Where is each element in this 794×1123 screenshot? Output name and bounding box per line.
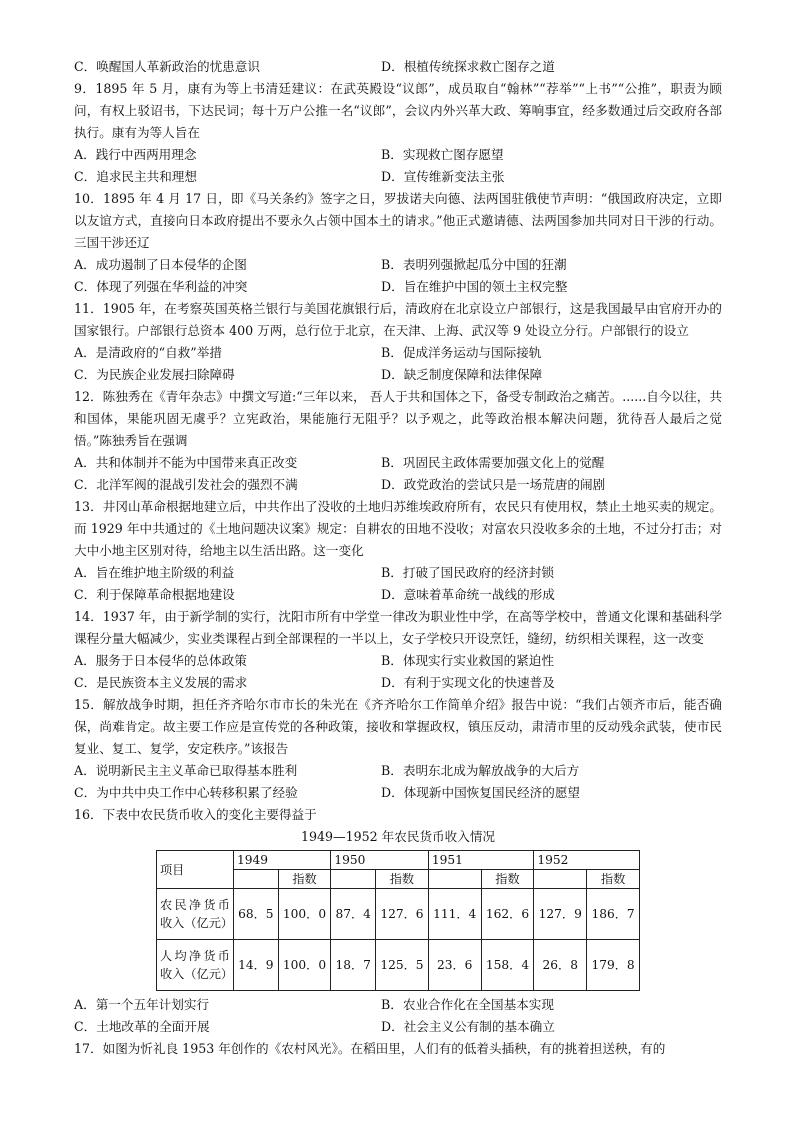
q13-option-a: A．旨在维护地主阶级的利益	[74, 565, 235, 580]
header-index: 指数	[376, 870, 429, 889]
income-table	[156, 850, 640, 991]
q15-option-c: C．为中共中央工作中心转移积累了经验	[74, 785, 298, 800]
q9-option-b: B．实现救亡图存愿望	[381, 147, 504, 162]
q12-option-d: D．政党政治的尝试只是一场荒唐的闹剧	[381, 477, 606, 492]
header-year-1950: 1950	[331, 851, 428, 870]
q14-option-b: B．体现实行实业救国的紧迫性	[381, 653, 554, 668]
table-cell: 186．7	[587, 889, 640, 940]
q14-option-c: C．是民族资本主义发展的需求	[74, 675, 248, 690]
table-cell: 87．4	[331, 889, 376, 940]
q13-stem: 13．井冈山革命根据地建立后，中共作出了没收的土地归苏维埃政府所有，农民只有使用权，禁止土地买卖的规定。而 1929 年中共通过的《土地问题决议案》规定：自耕农的田地不没收；对富农只没收多余的土地，不过分打击；对大中小地主区别对待，给地主以生活出路。这一变化	[74, 499, 722, 558]
q17-stem: 17．如图为忻礼良 1953 年创作的《农村风光》。在稻田里，人们有的低着头插秧，有的挑着担送秧，有的	[74, 1041, 666, 1056]
q10-option-a: A．成功遏制了日本侵华的企图	[74, 257, 247, 272]
q10-stem: 10．1895 年 4 月 17 日，即《马关条约》签字之日，罗拔诺夫向德、法两国驻俄使节声明：“俄国政府决定，立即以友谊方式，直接向日本政府提出不要永久占领中国本土的请求。”他正式邀请德、法两国参加共同对日干涉的行动。三国干涉还辽	[74, 191, 722, 250]
table-row	[157, 889, 640, 940]
q16-option-a: A．第一个五年计划实行	[74, 997, 210, 1012]
header-index: 指数	[278, 870, 331, 889]
q15-option-b: B．表明东北成为解放战争的大后方	[381, 763, 580, 778]
q16-table-title: 1949—1952 年农民货币收入情况	[300, 829, 496, 844]
q14-option-d: D．有利于实现文化的快速普及	[381, 675, 555, 690]
question-16	[74, 804, 722, 1038]
header-year-1952: 1952	[534, 851, 640, 870]
question-10	[74, 188, 722, 298]
table-cell: 18．7	[331, 940, 376, 991]
header-year-1949: 1949	[234, 851, 331, 870]
table-row	[157, 940, 640, 991]
header-year-1951: 1951	[428, 851, 534, 870]
q9-option-a: A．践行中西两用理念	[74, 147, 197, 162]
question-15	[74, 694, 722, 804]
table-header-years	[157, 851, 640, 870]
q13-option-c: C．利于保障革命根据地建设	[74, 587, 235, 602]
q16-option-b: B．农业合作化在全国基本实现	[381, 997, 554, 1012]
table-cell: 100．0	[278, 889, 331, 940]
table-cell: 162．6	[481, 889, 534, 940]
header-item: 项目	[157, 851, 234, 889]
q12-option-c: C．北洋军阀的混战引发社会的强烈不满	[74, 477, 298, 492]
exam-page	[74, 56, 722, 1060]
q16-option-d: D．社会主义公有制的基本确立	[381, 1019, 555, 1034]
q10-option-b: B．表明列强掀起瓜分中国的狂潮	[381, 257, 567, 272]
q16-option-c: C．土地改革的全面开展	[74, 1019, 210, 1034]
q13-option-b: B．打破了国民政府的经济封锁	[381, 565, 554, 580]
q12-stem: 12．陈独秀在《青年杂志》中撰文写道:“三年以来， 吾人于共和国体之下，备受专制政治之痛苦。......自今以往，共和国体，果能巩固无虞乎？立宪政治，果能施行无阻乎？以予观之，此等政治根本解决问题，犹待吾人最后之觉悟。”陈独秀旨在强调	[74, 389, 722, 448]
header-index: 指数	[481, 870, 534, 889]
q8-options-row	[74, 56, 722, 78]
table-cell: 23．6	[428, 940, 481, 991]
q16-stem: 16．下表中农民货币收入的变化主要得益于	[74, 807, 317, 822]
q9-stem: 9．1895 年 5 月，康有为等上书清廷建议：在武英殿设“议郎”，成员取自“翰林”“荐举”“上书”“公推”，职责为顾问，有权上驳诏书，下达民词；每十万户公推一名“议郎”，会议内外兴革大政、筹响事宜，经多数通过后交政府各部执行。康有为等人旨在	[74, 81, 722, 140]
table-cell: 14．9	[234, 940, 279, 991]
question-12	[74, 386, 722, 496]
table-cell: 158．4	[481, 940, 534, 991]
q14-stem: 14．1937 年，由于新学制的实行，沈阳市所有中学堂一律改为职业性中学，在高等学校中，普通文化课和基础科学课程分量大幅减少，实业类课程占到全部课程的一半以上，女子学校只开设烹饪，缝纫，纺织相关课程，这一改变	[74, 609, 722, 646]
q10-option-d: D．旨在维护中国的领土主权完整	[381, 279, 568, 294]
q9-option-d: D．宣传维新变法主张	[381, 169, 505, 184]
q11-option-c: C．为民族企业发展扫除障碍	[74, 367, 235, 382]
question-14	[74, 606, 722, 694]
question-11	[74, 298, 722, 386]
q15-option-d: D．体现新中国恢复国民经济的愿望	[381, 785, 581, 800]
q11-stem: 11．1905 年，在考察英国英格兰银行与美国花旗银行后，清政府在北京设立户部银行，这是我国最早由官府开办的国家银行。户部银行总资本 400 万两，总行位于北京，在天津、上海、武汉等 9 处设立分行。户部银行的设立	[74, 301, 722, 338]
q8-option-d: D．根植传统探求救亡图存之道	[381, 59, 555, 74]
q13-option-d: D．意味着革命统一战线的形成	[381, 587, 555, 602]
table-cell: 127．6	[376, 889, 429, 940]
row-label: 人均净货币收入（亿元）	[157, 940, 234, 991]
q10-option-c: C．体现了列强在华利益的冲突	[74, 279, 248, 294]
q15-option-a: A．说明新民主主义革命已取得基本胜利	[74, 763, 298, 778]
q11-option-a: A．是清政府的“自救”举措	[74, 345, 222, 360]
table-cell: 100．0	[278, 940, 331, 991]
q14-option-a: A．服务于日本侵华的总体政策	[74, 653, 247, 668]
question-9	[74, 78, 722, 188]
q12-option-a: A．共和体制并不能为中国带来真正改变	[74, 455, 298, 470]
table-cell: 26．8	[534, 940, 587, 991]
q12-option-b: B．巩固民主政体需要加强文化上的觉醒	[381, 455, 605, 470]
question-17	[74, 1038, 722, 1060]
q11-option-d: D．缺乏制度保障和法律保障	[381, 367, 543, 382]
table-cell: 125．5	[376, 940, 429, 991]
table-cell: 111．4	[428, 889, 481, 940]
q9-option-c: C．追求民主共和理想	[74, 169, 197, 184]
q8-option-c: C．唤醒国人革新政治的忧患意识	[74, 59, 260, 74]
header-index: 指数	[587, 870, 640, 889]
q15-stem: 15．解放战争时期，担任齐齐哈尔市市长的朱光在《齐齐哈尔工作简单介绍》报告中说：“我们占领齐市后，能否确保，尚难肯定。故主要工作应是宣传党的各种政策，接收和掌握政权，镇压反动，肃清市里的反动残余武装，使市民复业、复工、复学，安定秩序。”该报告	[74, 697, 722, 756]
question-13	[74, 496, 722, 606]
q11-option-b: B．促成洋务运动与国际接轨	[381, 345, 542, 360]
table-cell: 179．8	[587, 940, 640, 991]
row-label: 农民净货币收入（亿元）	[157, 889, 234, 940]
table-cell: 68．5	[234, 889, 279, 940]
table-cell: 127．9	[534, 889, 587, 940]
